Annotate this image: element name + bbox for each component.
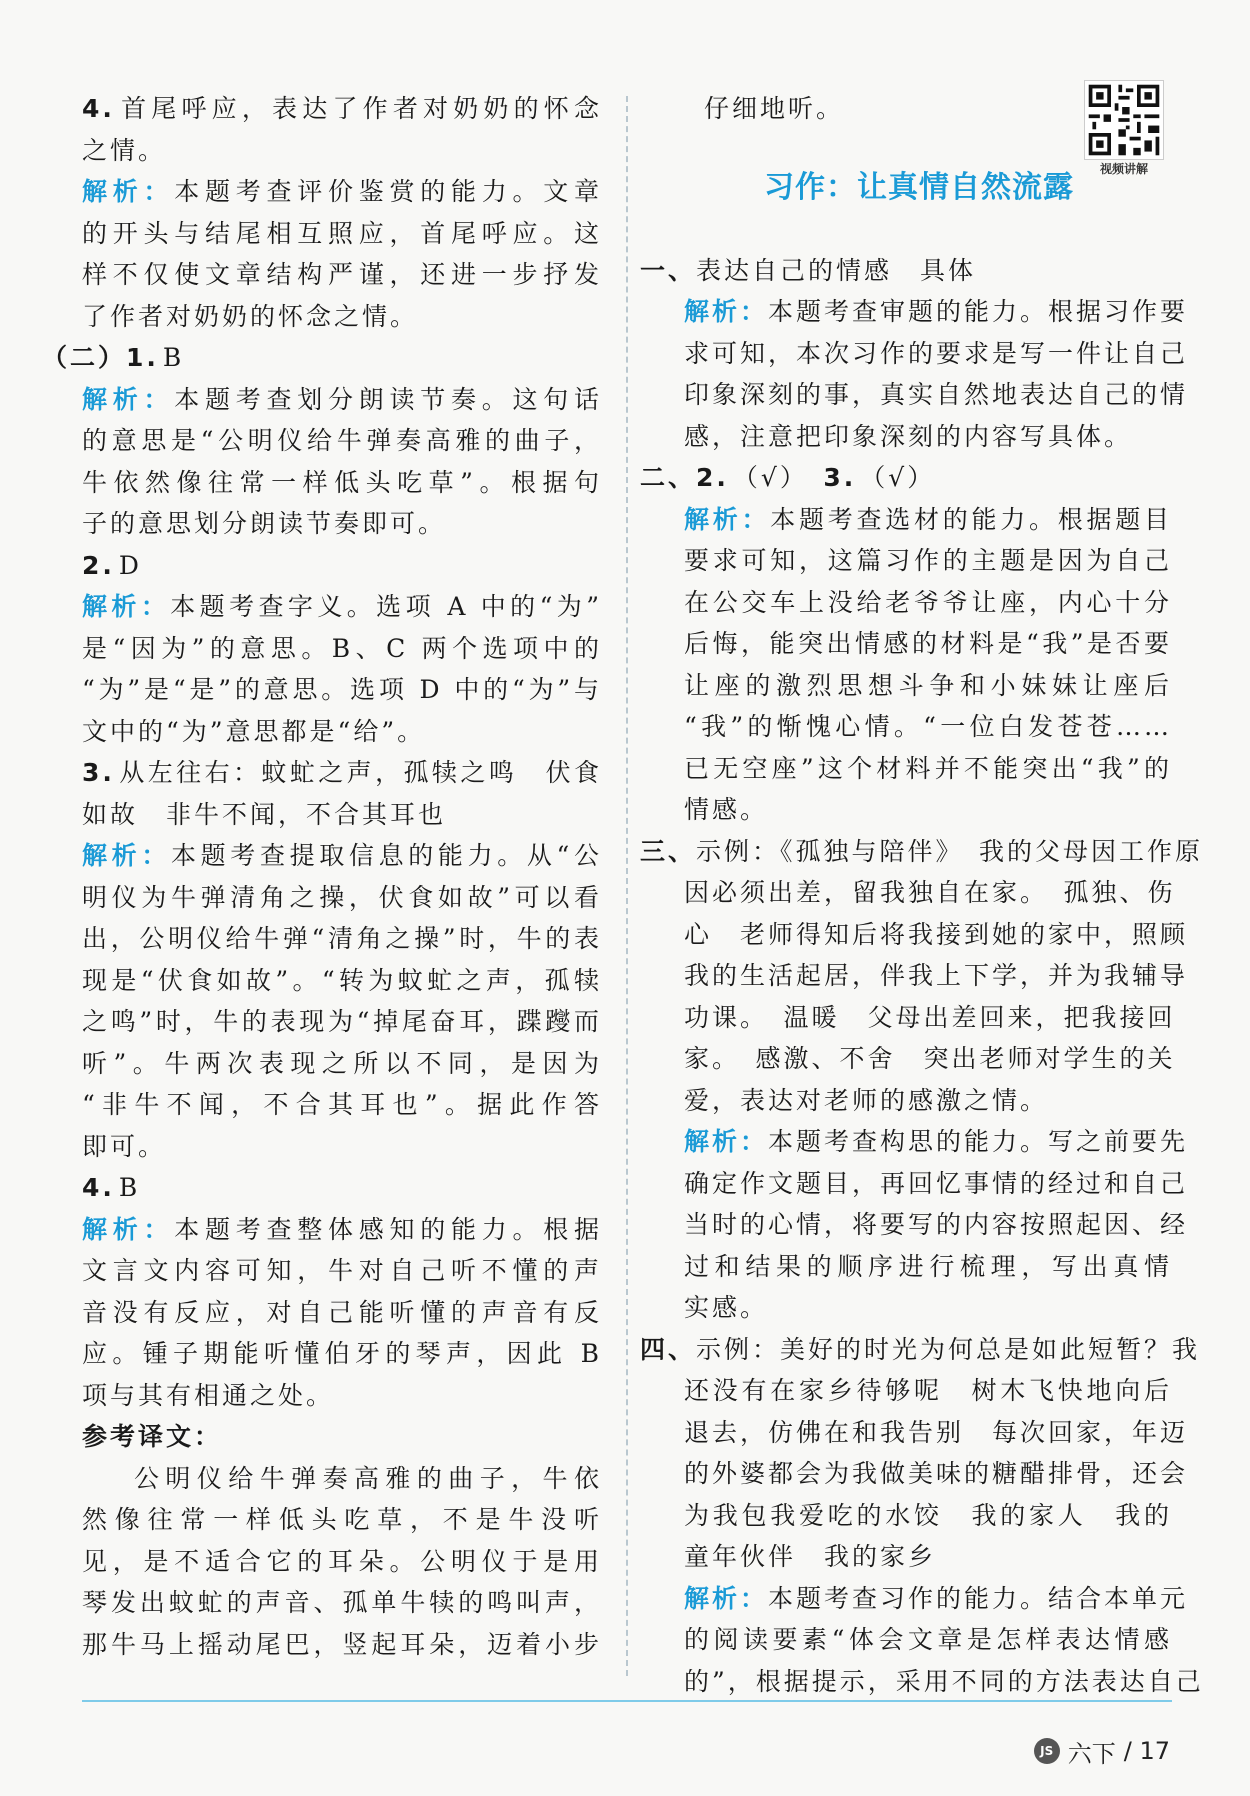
s4-answer-line: 退去，仿佛在和我告别 每次回家，年迈 bbox=[684, 1417, 1189, 1447]
s4-analysis: 解析：本题考查习作的能力。结合本单元 bbox=[684, 1583, 1189, 1613]
s4-answer-line: 为我包我爱吃的水饺 我的家人 我的 bbox=[684, 1500, 1172, 1530]
s2-analysis-line: “我”的惭愧心情。“一位白发苍苍…… bbox=[684, 712, 1172, 741]
qr-code-label: 视频讲解 bbox=[1099, 161, 1148, 176]
section-header bbox=[684, 130, 1172, 250]
q4b-analysis: 解析：本题考查整体感知的能力。根据 bbox=[82, 1214, 602, 1244]
section-4-answer: 四、示例：美好的时光为何总是如此短暂？我 bbox=[640, 1334, 1201, 1364]
continued-text: 仔细地听。 bbox=[704, 94, 845, 123]
grade-label: 六下 bbox=[1067, 1739, 1116, 1768]
s3-analysis: 解析：本题考查构思的能力。写之前要先 bbox=[684, 1127, 1189, 1156]
s3-answer-line: 家。 感激、不舍 突出老师对学生的关 bbox=[684, 1044, 1176, 1073]
q1-analysis-line: 牛依然像往常一样低头吃草”。根据句 bbox=[82, 467, 602, 497]
s4-answer-line: 的外婆都会为我做美味的糖醋排骨，还会 bbox=[684, 1459, 1189, 1488]
s1-analysis-line: 印象深刻的事，真实自然地表达自己的情 bbox=[684, 380, 1189, 409]
section-1-answer: 一、表达自己的情感 具体 bbox=[640, 255, 977, 285]
q3-analysis-line: “非牛不闻，不合其耳也”。据此作答 bbox=[82, 1090, 602, 1119]
q4b-analysis-line: 音没有反应，对自己能听懂的声音有反 bbox=[82, 1297, 602, 1327]
column-divider bbox=[626, 96, 628, 1676]
q1-analysis: 解析：本题考查划分朗读节奏。这句话 bbox=[82, 384, 602, 414]
q4-answer-line2: 之情。 bbox=[82, 135, 167, 165]
section-2-answer: 二、2. （√） 3. （√） bbox=[640, 463, 936, 492]
q4-analysis-line: 样不仅使文章结构严谨，还进一步抒发 bbox=[82, 260, 602, 289]
s3-answer-line: 爱，表达对老师的感激之情。 bbox=[684, 1085, 1049, 1115]
q3-analysis-line: 明仪为牛弹清角之操，伏食如故”可以看 bbox=[82, 882, 602, 912]
q4-analysis-line: 了作者对奶奶的怀念之情。 bbox=[82, 301, 419, 331]
s4-analysis-line: 的”，根据提示，采用不同的方法表达自己 bbox=[684, 1666, 1204, 1696]
left-column bbox=[42, 88, 602, 1665]
q2-analysis-line: 文中的“为”意思都是“给”。 bbox=[82, 716, 426, 746]
s3-answer-line: 因必须出差，留我独自在家。 孤独、伤 bbox=[684, 878, 1176, 907]
reference-translation-line: 公明仪给牛弹奏高雅的曲子，牛依 bbox=[134, 1463, 602, 1493]
q3-answer: 3. 从左往右：蚊虻之声，孤犊之鸣 伏食 bbox=[82, 758, 602, 787]
s4-answer-line: 还没有在家乡待够呢 树木飞快地向后 bbox=[684, 1376, 1172, 1405]
q4-analysis: 解析：本题考查评价鉴赏的能力。文章 bbox=[82, 177, 602, 206]
q4b-analysis-line: 应。锺子期能听懂伯牙的琴声，因此 B bbox=[82, 1339, 602, 1368]
reference-translation-line: 然像往常一样低头吃草，不是牛没听 bbox=[82, 1505, 602, 1534]
q4-analysis-line: 的开头与结尾相互照应，首尾呼应。这 bbox=[82, 218, 602, 248]
q2-answer: 2. D bbox=[82, 550, 142, 580]
q2-analysis-line: 是“因为”的意思。B、C 两个选项中的 bbox=[82, 633, 602, 663]
q2-analysis-line: “为”是“是”的意思。选项 D 中的“为”与 bbox=[82, 675, 602, 704]
section-3-answer: 三、示例：《孤独与陪伴》 我的父母因工作原 bbox=[640, 836, 1204, 866]
s4-analysis-line: 的阅读要素“体会文章是怎样表达情感 bbox=[684, 1625, 1172, 1654]
q3-analysis: 解析：本题考查提取信息的能力。从“公 bbox=[82, 841, 602, 870]
reference-translation-line: 那牛马上摇动尾巴，竖起耳朵，迈着小步 bbox=[82, 1629, 602, 1659]
q1-analysis-line: 子的意思划分朗读节奏即可。 bbox=[82, 509, 447, 538]
part2-q1: （二）1. B bbox=[42, 343, 185, 372]
q3-analysis-line: 听”。牛两次表现之所以不同，是因为 bbox=[82, 1048, 602, 1078]
section-title: 习作：让真情自然流露 bbox=[764, 169, 1074, 205]
q1-analysis-line: 的意思是“公明仪给牛弹奏高雅的曲子， bbox=[82, 426, 602, 455]
s3-analysis-line: 确定作文题目，再回忆事情的经过和自己 bbox=[684, 1168, 1189, 1198]
s1-analysis-line: 求可知，本次习作的要求是写一件让自己 bbox=[684, 338, 1189, 368]
s3-answer-line: 我的生活起居，伴我上下学，并为我辅导 bbox=[684, 961, 1189, 990]
s3-analysis-line: 过和结果的顺序进行梳理，写出真情 bbox=[684, 1251, 1172, 1281]
q4b-analysis-line: 文言文内容可知，牛对自己听不懂的声 bbox=[82, 1256, 602, 1285]
s4-answer-line: 童年伙伴 我的家乡 bbox=[684, 1542, 937, 1571]
reference-translation-line: 琴发出蚊虻的声音、孤单牛犊的鸣叫声， bbox=[82, 1588, 602, 1617]
q4-answer-line1: 4. 首尾呼应，表达了作者对奶奶的怀念 bbox=[82, 94, 602, 123]
bottom-rule bbox=[82, 1700, 1172, 1702]
q4b-answer: 4. B bbox=[82, 1173, 141, 1202]
s3-answer-line: 心 老师得知后将我接到她的家中，照顾 bbox=[684, 919, 1189, 949]
q3-analysis-line: 出，公明仪给牛弹“清角之操”时，牛的表 bbox=[82, 924, 602, 953]
s3-analysis-line: 实感。 bbox=[684, 1293, 769, 1322]
s2-analysis: 解析：本题考查选材的能力。根据题目 bbox=[684, 504, 1172, 534]
s2-analysis-line: 要求可知，这篇习作的主题是因为自己 bbox=[684, 546, 1172, 575]
q3-analysis-line: 现是“伏食如故”。“转为蚊虻之声，孤犊 bbox=[82, 965, 602, 995]
page-number: / 17 bbox=[1123, 1737, 1170, 1765]
reference-translation-label: 参考译文： bbox=[82, 1422, 223, 1451]
qr-code-icon[interactable] bbox=[1084, 80, 1164, 160]
right-column bbox=[640, 88, 1204, 1702]
s1-analysis-line: 感，注意把印象深刻的内容写具体。 bbox=[684, 421, 1133, 451]
s2-analysis-line: 在公交车上没给老爷爷让座，内心十分 bbox=[684, 587, 1172, 617]
q3-analysis-line: 即可。 bbox=[82, 1131, 167, 1161]
s2-analysis-line: 情感。 bbox=[684, 795, 769, 824]
q2-analysis: 解析：本题考查字义。选项 A 中的“为” bbox=[82, 592, 602, 621]
s3-analysis-line: 当时的心情，将要写的内容按照起因、经 bbox=[684, 1210, 1189, 1239]
js-badge-icon: JS bbox=[1034, 1738, 1060, 1764]
s2-analysis-line: 后悔，能突出情感的材料是“我”是否要 bbox=[684, 629, 1172, 658]
page-footer bbox=[1034, 1736, 1170, 1766]
s2-analysis-line: 让座的激烈思想斗争和小妹妹让座后 bbox=[684, 670, 1172, 700]
q4b-analysis-line: 项与其有相通之处。 bbox=[82, 1380, 335, 1410]
reference-translation-line: 见，是不适合它的耳朵。公明仪于是用 bbox=[82, 1546, 602, 1576]
s2-analysis-line: 已无空座”这个材料并不能突出“我”的 bbox=[684, 753, 1172, 783]
q3-analysis-line: 之鸣”时，牛的表现为“掉尾奋耳，蹀躞而 bbox=[82, 1007, 602, 1036]
s3-answer-line: 功课。 温暖 父母出差回来，把我接回 bbox=[684, 1002, 1176, 1032]
q3-answer-line2: 如故 非牛不闻，不合其耳也 bbox=[82, 799, 447, 829]
s1-analysis: 解析：本题考查审题的能力。根据习作要 bbox=[684, 297, 1189, 326]
